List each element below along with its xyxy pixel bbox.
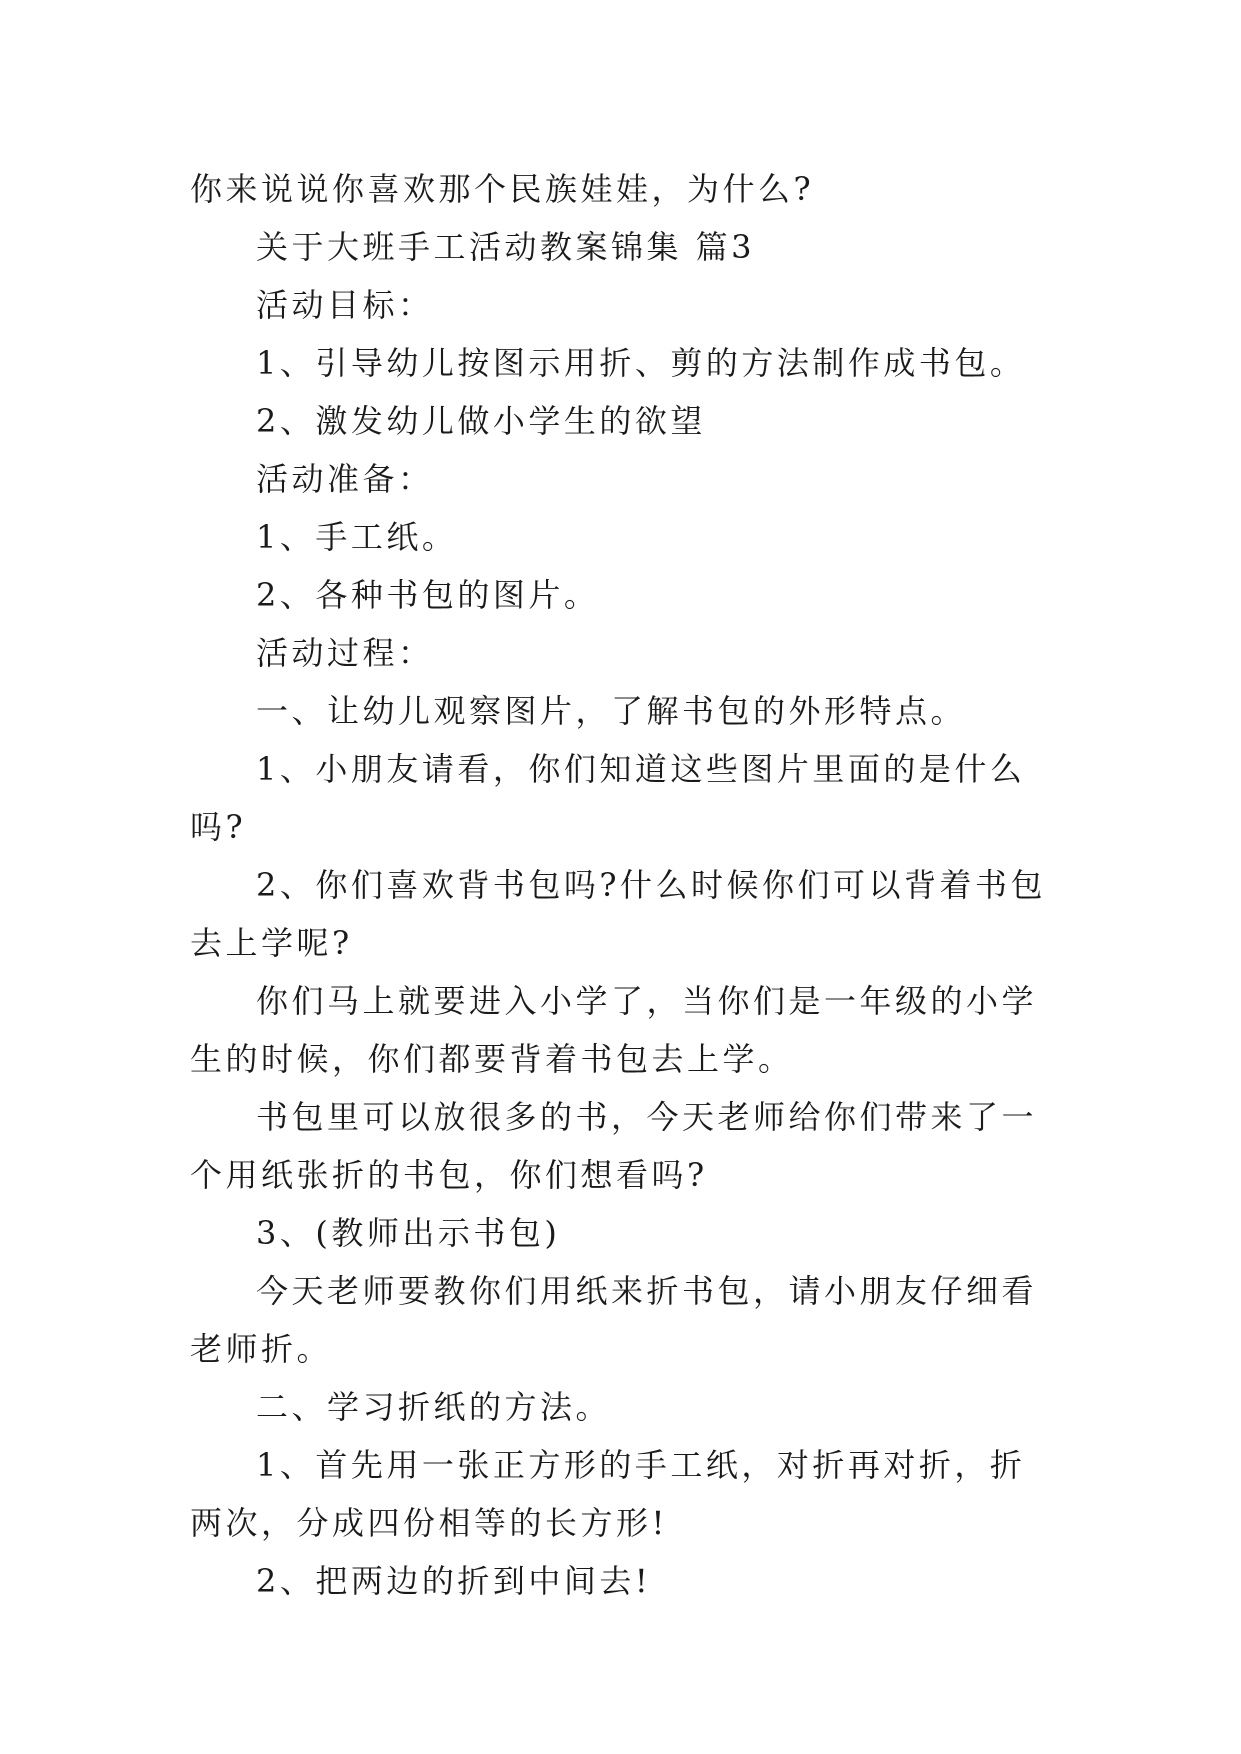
subheading-process: 活动过程：: [256, 634, 434, 672]
list-item: 1、小朋友请看，你们知道这些图片里面的是什么吗?: [190, 750, 1026, 846]
step-heading: 一、让幼儿观察图片，了解书包的外形特点。: [256, 692, 967, 730]
list-item: 1、首先用一张正方形的手工纸，对折再对折，折两次，分成四份相等的长方形!: [190, 1446, 1026, 1542]
step-heading: 二、学习折纸的方法。: [256, 1388, 612, 1426]
list-item: 2、激发幼儿做小学生的欲望: [256, 402, 706, 440]
section-heading: 关于大班手工活动教案锦集 篇3: [256, 228, 756, 266]
list-item: 2、你们喜欢背书包吗?什么时候你们可以背着书包去上学呢?: [190, 866, 1047, 962]
list-item: 3、(教师出示书包): [256, 1214, 561, 1252]
document-body: [190, 160, 1060, 1610]
list-item: 1、手工纸。: [256, 518, 458, 556]
subheading-preparation: 活动准备：: [256, 460, 434, 498]
paragraph: 你们马上就要进入小学了，当你们是一年级的小学生的时候，你们都要背着书包去上学。: [190, 982, 1038, 1078]
list-item: 2、把两边的折到中间去!: [256, 1562, 652, 1600]
paragraph: 今天老师要教你们用纸来折书包，请小朋友仔细看老师折。: [190, 1272, 1038, 1368]
subheading-goals: 活动目标：: [256, 286, 434, 324]
paragraph: 你来说说你喜欢那个民族娃娃，为什么?: [190, 170, 815, 208]
list-item: 1、引导幼儿按图示用折、剪的方法制作成书包。: [256, 344, 1026, 382]
paragraph: 书包里可以放很多的书，今天老师给你们带来了一个用纸张折的书包，你们想看吗?: [190, 1098, 1038, 1194]
list-item: 2、各种书包的图片。: [256, 576, 600, 614]
